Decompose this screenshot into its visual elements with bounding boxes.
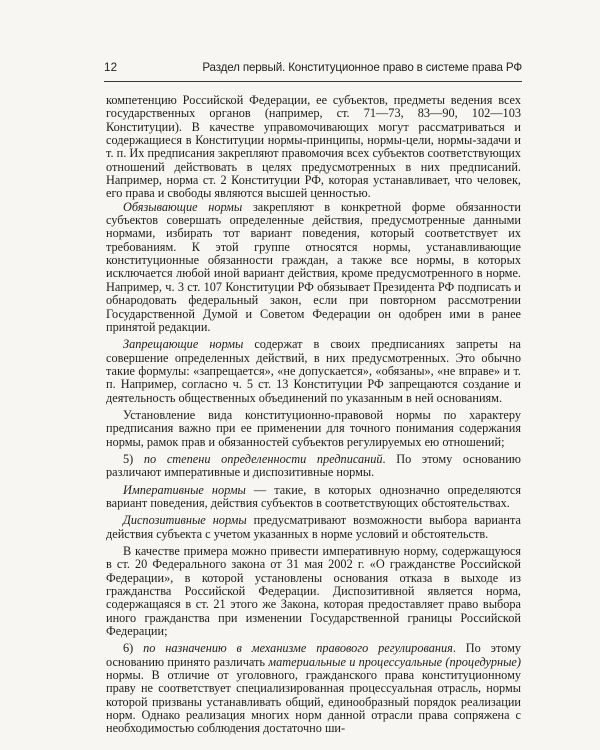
term-prohibiting-norms: Запрещающие нормы [123,337,244,352]
paragraph-1 [106,94,521,201]
term-certainty: по степени определенности предписаний [143,451,383,466]
header-rule [104,81,522,82]
paragraph-text: компетенцию Российской Федерации, ее субъектов, предметы ведения всех государственных органов (например, ст. 71—73, 83—90, 102—103 Конституции). В качестве управомочивающих могут рассматриваться и содержащиеся в Конституции нормы-принципы, нормы-цели, нормы-задачи и т. п. Их предписания закрепляют правомочия всех субъектов соответствующих отношений действовать в целях предусмотренных в них предписаний. Например, норма ст. 2 Конституции РФ, которая устанавливает, что человек, его права и свободы являются высшей ценностью. [106,93,521,201]
paragraph-text: — такие, в которых однозначно определяются вариант поведения, действия субъектов в соответствующих обстоятельствах. [106,482,521,510]
paragraph-text: предусматривают возможности выбора варианта действия субъекта с учетом указанных в норме условий и обстоятельств. [106,513,521,541]
paragraph-text: нормы. В отличие от уголовного, гражданского права конституционному праву не соответствует специализированная процессуальная отрасль, нормы которой призваны устанавливать общий, единообразный порядок реализации норм. Однако реализация многих норм данной отрасли права сопряжена с необходимостью соблюдения достаточно ши- [106,668,521,736]
list-number: 6) [123,641,134,656]
running-header [104,61,522,81]
paragraph-text: Установление вида конституционно-правовой нормы по характеру предписания важно при ее применении для точного понимания содержания нормы, рамок прав и обязанностей субъектов регулируемых ею отношений; [106,407,521,449]
list-item-5 [106,453,521,480]
paragraph-text: . По этому основанию различают императивные и диспозитивные нормы. [106,451,521,480]
paragraph-establishment [106,409,521,449]
paragraph-text: . По этому основанию принято различать [106,641,522,669]
paragraph-text: закрепляют в конкретной форме обязанности субъектов совершать определенные действия, предусмотренные данными нормами, избирать тот вариант поведения, который соответствует их требованиям. К этой группе относятся нормы, устанавливающие конституционные обязанности граждан, а также все нормы, в которых исключается любой иной вариант действия, кроме предусмотренного в норме. Например, ч. 3 ст. 107 Конституции РФ обязывает Президента РФ подписать и обнародовать федеральный закон, если при повторном рассмотрении Государственной Думой и Советом Федерации он одобрен ими в ранее принятой редакции. [106,199,521,334]
paragraph-obligating-norms [106,201,521,334]
paragraph-text: содержат в своих предписаниях запреты на совершение определенных действий, в них предусмотренных. Это обычно такие формулы: «запрещается», «не допускается», «обязаны», «не вправе» и т. п. Например, согласно ч. 5 ст. 13 Конституции РФ запрещаются создание и деятельность общественных объединений по указанным в ней основаниям. [106,337,521,405]
list-number: 5) [123,451,134,466]
paragraph-imperative-norms [106,484,521,511]
list-item-6 [106,642,521,735]
paragraph-example [106,545,521,638]
term-purpose: по назначению в механизме правового регулирования [143,641,453,656]
term-material-procedural: материальные и процессуальные (процедурные) [268,654,521,669]
paragraph-dispositive-norms [106,514,521,541]
term-dispositive-norms: Диспозитивные нормы [123,513,247,528]
section-title: Раздел первый. Конституционное право в системе права РФ [202,61,522,74]
page-number: 12 [104,61,118,74]
term-obligating-norms: Обязывающие нормы [123,199,243,214]
paragraph-prohibiting-norms [106,338,521,405]
body-text [106,94,521,736]
paragraph-text: В качестве примера можно привести императивную норму, содержащуюся в ст. 20 Федерального закона от 31 мая 2002 г. «О гражданстве Российской Федерации», в которой установлены основания отказа в выходе из гражданства Российской Федерации. Диспозитивной является норма, содержащаяся в ст. 21 этого же Закона, которая предоставляет право выбора иного гражданства при изменении Государственной границы Российской Федерации; [106,544,521,639]
term-imperative-norms: Императивные нормы [123,482,246,497]
